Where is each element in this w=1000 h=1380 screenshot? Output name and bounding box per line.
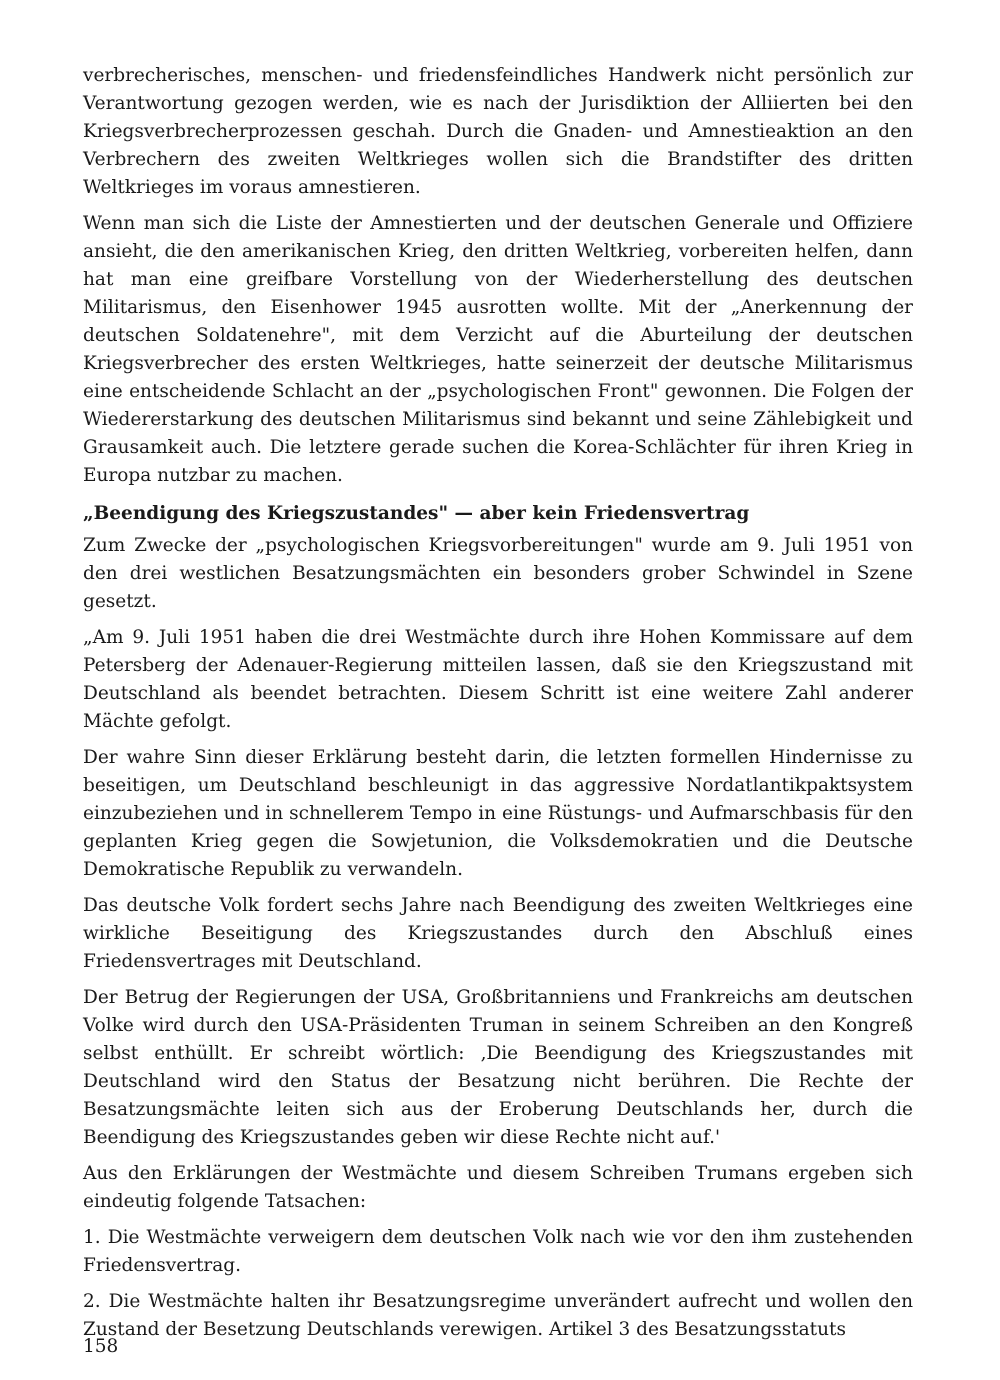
paragraph-quote-start: „Am 9. Juli 1951 haben die drei Westmächte durch ihre Hohen Kommissare auf dem Petersberg der Adenauer-Regierung mitteilen lassen, daß sie den Kriegszustand mit Deutschland als beendet betrachten. Diesem Schritt ist eine weitere Zahl anderer Mächte gefolgt. xyxy=(83,627,913,732)
paragraph-truman-quote: Der Betrug der Regierungen der USA, Großbritanniens und Frankreichs am deutschen Volke wird durch den USA-Präsidenten Truman in seinem Schreiben an den Kongreß selbst enthüllt. Er schreibt wörtlich: ‚Die Beendigung des Kriegszustandes mit Deutschland wird den Status der Besatzung nicht berühren. Die Rechte der Besatzungsmächte leiten sich aus der Eroberung Deutschlands her, durch die Beendigung des Kriegszustandes geben wir diese Rechte nicht auf.' xyxy=(83,987,913,1148)
list-item-2: 2. Die Westmächte halten ihr Besatzungsregime unverändert aufrecht und wollen den Zustand der Besetzung Deutschlands verewigen. Artikel 3 des Besatzungsstatuts xyxy=(83,1291,913,1340)
paragraph-section-1: Zum Zwecke der „psychologischen Kriegsvorbereitungen" wurde am 9. Juli 1951 von den drei westlichen Besatzungsmächten ein besonders grober Schwindel in Szene gesetzt. xyxy=(83,535,913,612)
paragraph-intro-1: verbrecherisches, menschen- und friedensfeindliches Handwerk nicht persönlich zur Verantwortung gezogen werden, wie es nach der Jurisdiktion der Alliierten bei den Kriegsverbrecherprozessen geschah. Durch die Gnaden- und Amnestieaktion an den Verbrechern des zweiten Weltkrieges wollen sich die Brandstifter des dritten Weltkrieges im voraus amnestieren. xyxy=(83,65,913,198)
page-content xyxy=(83,62,913,1352)
section-heading: „Beendigung des Kriegszustandes" — aber kein Friedensvertrag xyxy=(83,503,750,524)
paragraph-section-4: Das deutsche Volk fordert sechs Jahre nach Beendigung des zweiten Weltkrieges eine wirkliche Beseitigung des Kriegszustandes durch den Abschluß eines Friedensvertrages mit Deutschland. xyxy=(83,895,913,972)
paragraph-section-3: Der wahre Sinn dieser Erklärung besteht darin, die letzten formellen Hindernisse zu beseitigen, um Deutschland beschleunigt in das aggressive Nordatlantikpaktsystem einzubeziehen und in schnellerem Tempo in eine Rüstungs- und Aufmarschbasis für den geplanten Krieg gegen die Sowjetunion, die Volksdemokratien und die Deutsche Demokratische Republik zu verwandeln. xyxy=(83,747,913,880)
list-item-1: 1. Die Westmächte verweigern dem deutschen Volk nach wie vor den ihm zustehenden Friedensvertrag. xyxy=(83,1227,913,1276)
paragraph-intro-2: Wenn man sich die Liste der Amnestierten und der deutschen Generale und Offiziere ansieht, die den amerikanischen Krieg, den dritten Weltkrieg, vorbereiten helfen, dann hat man eine greifbare Vorstellung von der Wiederherstellung des deutschen Militarismus, den Eisenhower 1945 ausrotten wollte. Mit der „Anerkennung der deutschen Soldatenehre", mit dem Verzicht auf die Aburteilung der deutschen Kriegsverbrecher des ersten Weltkrieges, hatte seinerzeit der deutsche Militarismus eine entscheidende Schlacht an der „psychologischen Front" gewonnen. Die Folgen der Wiedererstarkung des deutschen Militarismus sind bekannt und seine Zählebigkeit und Grausamkeit auch. Die letztere gerade suchen die Korea-Schlächter für ihren Krieg in Europa nutzbar zu machen. xyxy=(83,213,913,486)
paragraph-conclusions-intro: Aus den Erklärungen der Westmächte und diesem Schreiben Trumans ergeben sich eindeutig folgende Tatsachen: xyxy=(83,1163,913,1212)
page-number: 158 xyxy=(83,1336,119,1357)
